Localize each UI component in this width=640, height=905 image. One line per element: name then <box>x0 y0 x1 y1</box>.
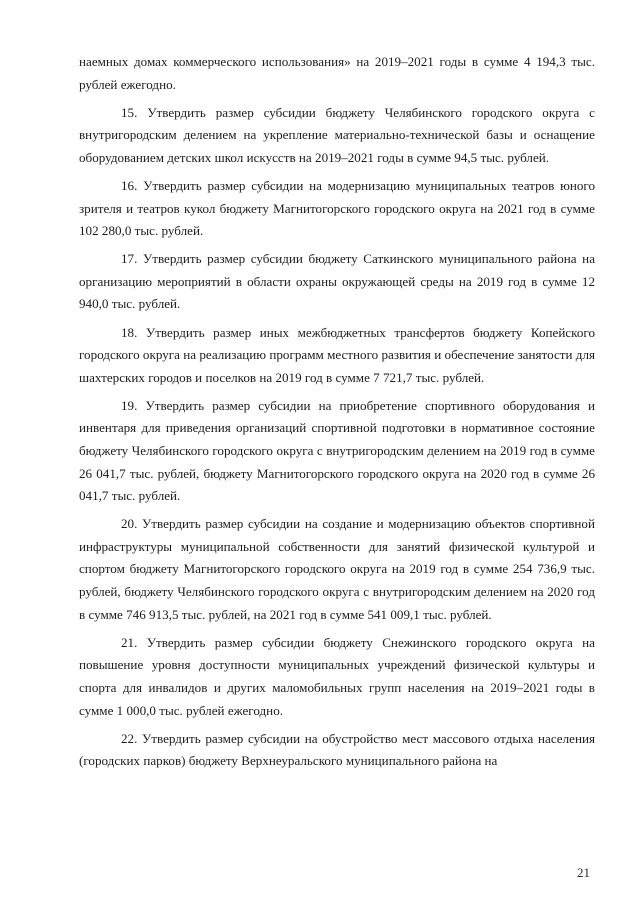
paragraph-item-17: 17. Утвердить размер субсидии бюджету Саткинского муниципального района на организацию мероприятий в области охраны окружающей среды на 2019 год в сумме 12 940,0 тыс. рублей. <box>79 251 595 312</box>
paragraph-item-19: 19. Утвердить размер субсидии на приобретение спортивного оборудования и инвентаря для приведения организаций спортивной подготовки в нормативное состояние бюджету Челябинского городского округа с внутригородским делением на 2019 год в сумме 26 041,7 тыс. рублей, бюджету Магнитогорского городского округа на 2020 год в сумме 26 041,7 тыс. рублей. <box>79 397 595 504</box>
document-body <box>79 51 595 778</box>
paragraph-item-15: 15. Утвердить размер субсидии бюджету Челябинского городского округа с внутригородским делением на укрепление материально-технической базы и оснащение оборудованием детских школ искусств на 2019–2021 годы в сумме 94,5 тыс. рублей. <box>79 104 595 165</box>
paragraph-item-18: 18. Утвердить размер иных межбюджетных трансфертов бюджету Копейского городского округа на реализацию программ местного развития и обеспечение занятости для шахтерских городов и поселков на 2019 год в сумме 7 721,7 тыс. рублей. <box>79 324 595 385</box>
paragraph-item-21: 21. Утвердить размер субсидии бюджету Снежинского городского округа на повышение уровня доступности муниципальных учреждений физической культуры и спорта для инвалидов и других маломобильных групп населения на 2019–2021 годы в сумме 1 000,0 тыс. рублей ежегодно. <box>79 634 595 718</box>
page-number: 21 <box>577 865 590 880</box>
paragraph-item-20: 20. Утвердить размер субсидии на создание и модернизацию объектов спортивной инфраструктуры муниципальной собственности для занятий физической культурой и спортом бюджету Магнитогорского городского округа на 2019 год в сумме 254 736,9 тыс. рублей, бюджету Челябинского городского округа с внутригородским делением на 2020 год в сумме 746 913,5 тыс. рублей, на 2021 год в сумме 541 009,1 тыс. рублей. <box>79 516 595 622</box>
paragraph-item-22: 22. Утвердить размер субсидии на обустройство мест массового отдыха населения (городских парков) бюджету Верхнеуральского муниципального района на <box>79 730 595 769</box>
paragraph-item-16: 16. Утвердить размер субсидии на модернизацию муниципальных театров юного зрителя и театров кукол бюджету Магнитогорского городского округа на 2021 год в сумме 102 280,0 тыс. рублей. <box>79 177 595 239</box>
paragraph-continuation: наемных домах коммерческого использования» на 2019–2021 годы в сумме 4 194,3 тыс. рублей ежегодно. <box>79 54 595 92</box>
